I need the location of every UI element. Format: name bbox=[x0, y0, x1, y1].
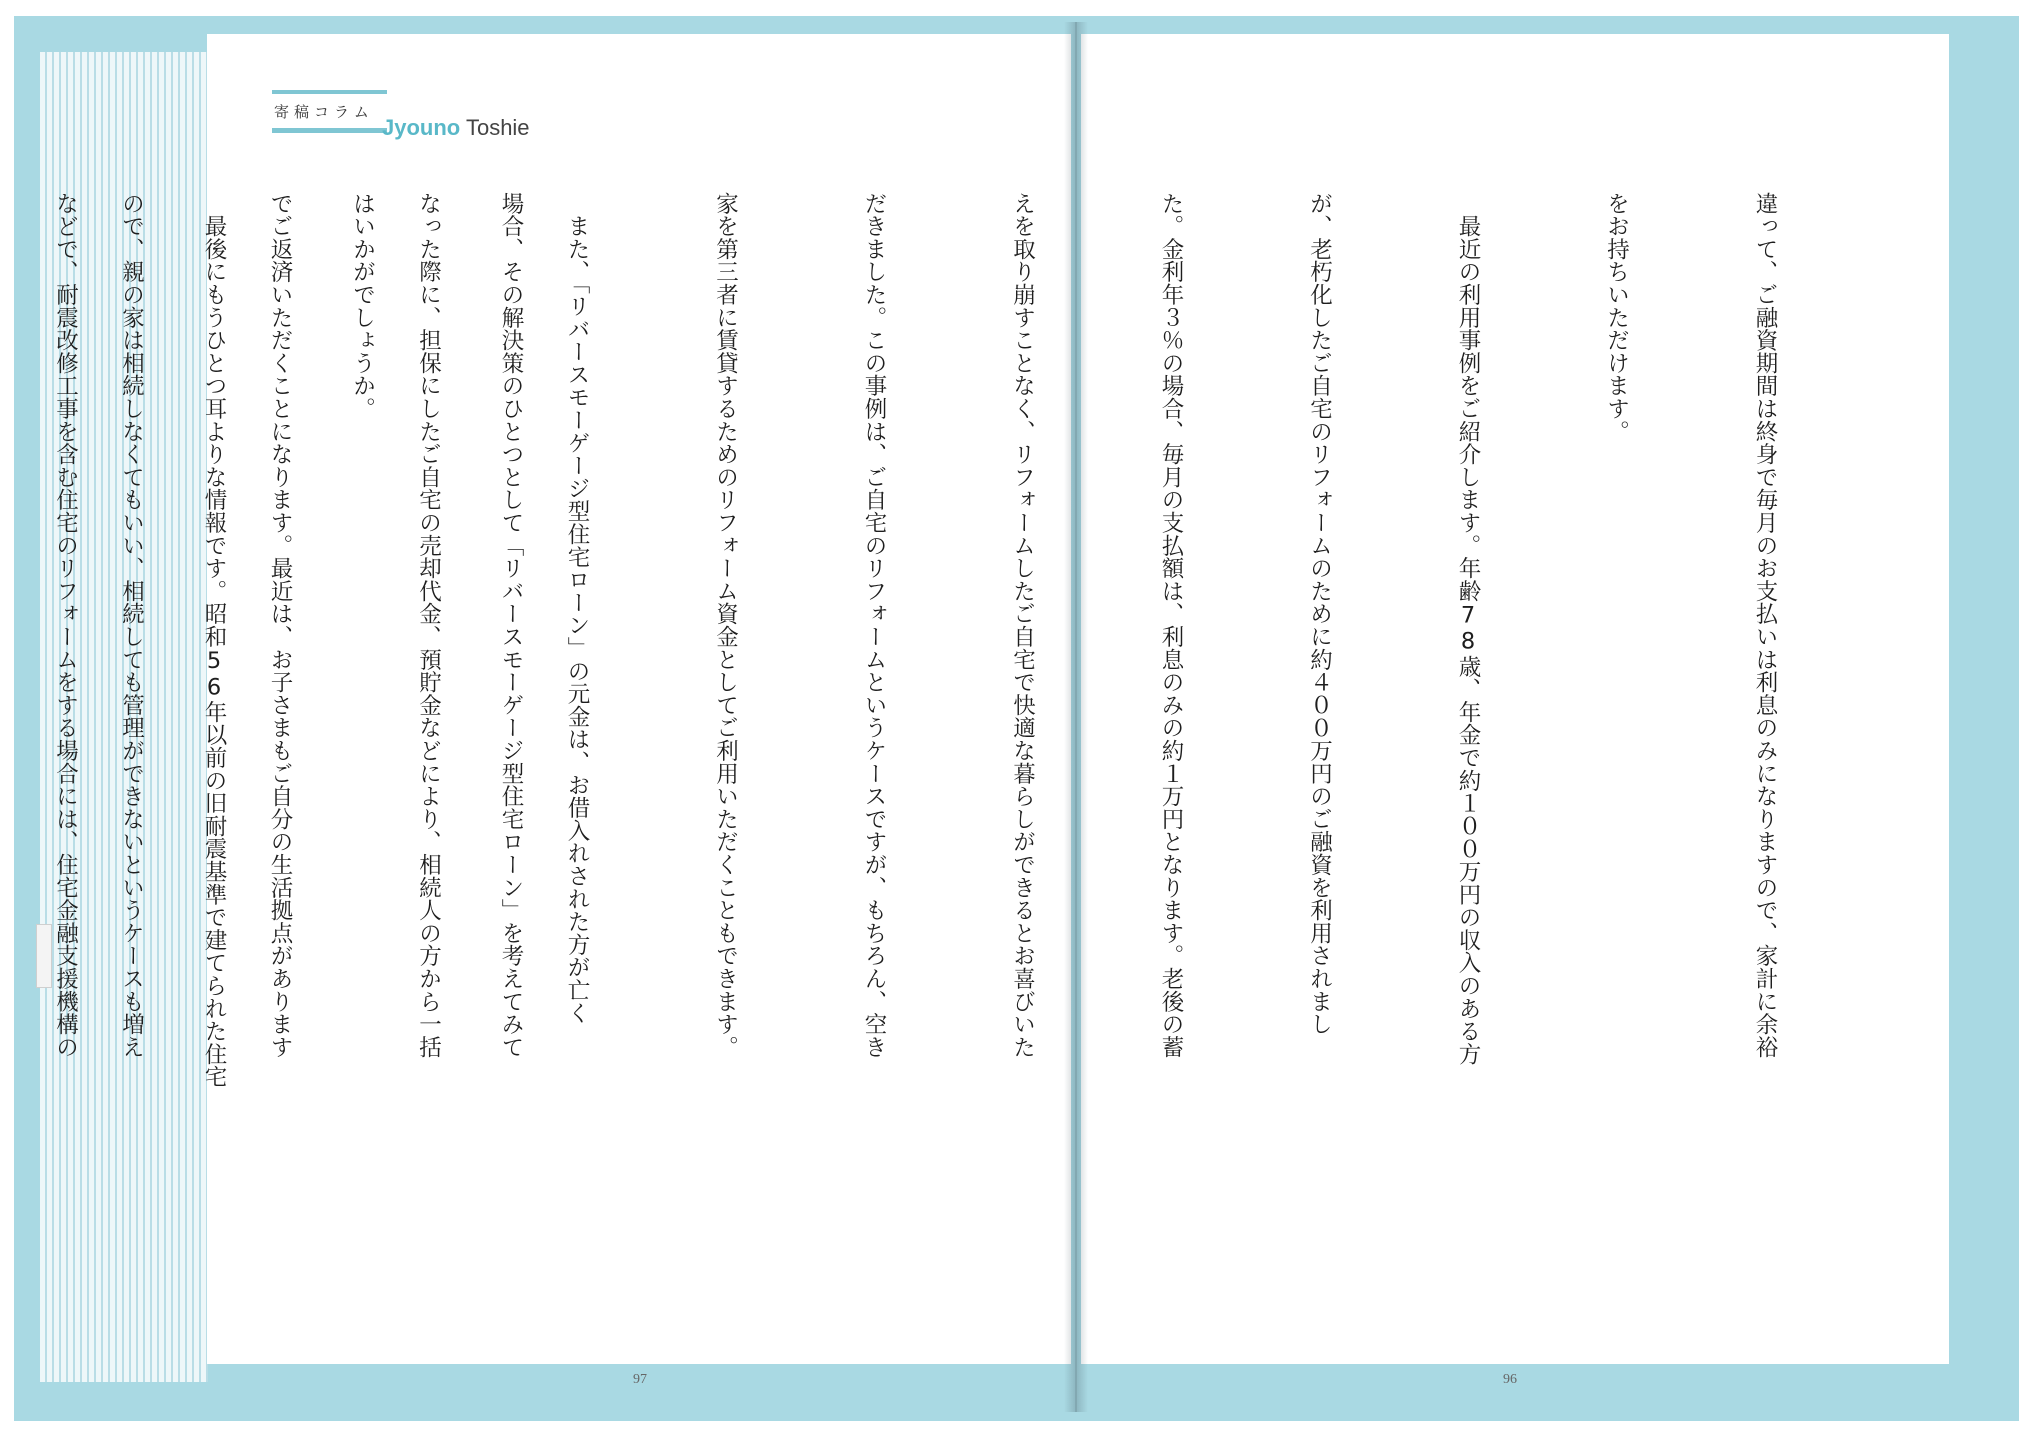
text-line: などで、耐震改修工事を含む住宅のリフォームをする場合には、住宅金融支援機構の bbox=[52, 192, 79, 1059]
header-rule-top bbox=[272, 90, 387, 94]
text-line: えを取り崩すことなく、リフォームしたご自宅で快適な暮らしができるとお喜びいた bbox=[1009, 192, 1036, 1059]
page-number-left: 97 bbox=[633, 1372, 647, 1387]
text-line: だきました。この事例は、ご自宅のリフォームというケースですが、もちろん、空き bbox=[861, 192, 887, 1059]
header-rule-bottom bbox=[272, 128, 387, 133]
text-line: ので、親の家は相続しなくてもいい、相続しても管理ができないというケースも増え bbox=[118, 192, 145, 1059]
text-line: 場合、その解決策のひとつとして「リバースモーゲージ型住宅ローン」を考えてみて bbox=[498, 192, 524, 1059]
page-number-right: 96 bbox=[1503, 1372, 1517, 1387]
author-first-name: Jyouno bbox=[382, 115, 461, 140]
text-line: 最後にもうひとつ耳よりな情報です。昭和56年以前の旧耐震基準で建てられた住宅 bbox=[201, 192, 227, 1089]
text-line: なった際に、担保にしたご自宅の売却代金、預貯金などにより、相続人の方から一括 bbox=[415, 192, 442, 1059]
left-page-body-text bbox=[0, 192, 634, 1317]
text-line: 違って、ご融資期間は終身で毎月のお支払いは利息のみになりますので、家計に余裕 bbox=[1752, 192, 1778, 1059]
author-name bbox=[382, 115, 530, 141]
author-last-name: Toshie bbox=[465, 115, 530, 140]
text-line: 最近の利用事例をご紹介します。年齢78歳、年金で約１００万円の収入のある方 bbox=[1455, 192, 1481, 1066]
column-label: 寄稿コラム bbox=[274, 103, 374, 121]
text-line: また、「リバースモーゲージ型住宅ローン」の元金は、お借入れされた方が亡く bbox=[564, 192, 590, 1025]
text-line: が、老朽化したご自宅のリフォームのために約４００万円のご融資を利用されまし bbox=[1306, 192, 1333, 1036]
text-line: た。金利年３％の場合、毎月の支払額は、利息のみの約１万円となります。老後の蓄 bbox=[1158, 192, 1184, 1059]
text-line: 家を第三者に賃貸するためのリフォーム資金としてご利用いただくこともできます。 bbox=[712, 192, 739, 1059]
text-line: はいかがでしょうか。 bbox=[349, 192, 376, 420]
text-line: でご返済いただくことになります。最近は、お子さまもご自分の生活拠点があります bbox=[267, 192, 293, 1059]
text-line: をお持ちいただけます。 bbox=[1603, 192, 1630, 443]
